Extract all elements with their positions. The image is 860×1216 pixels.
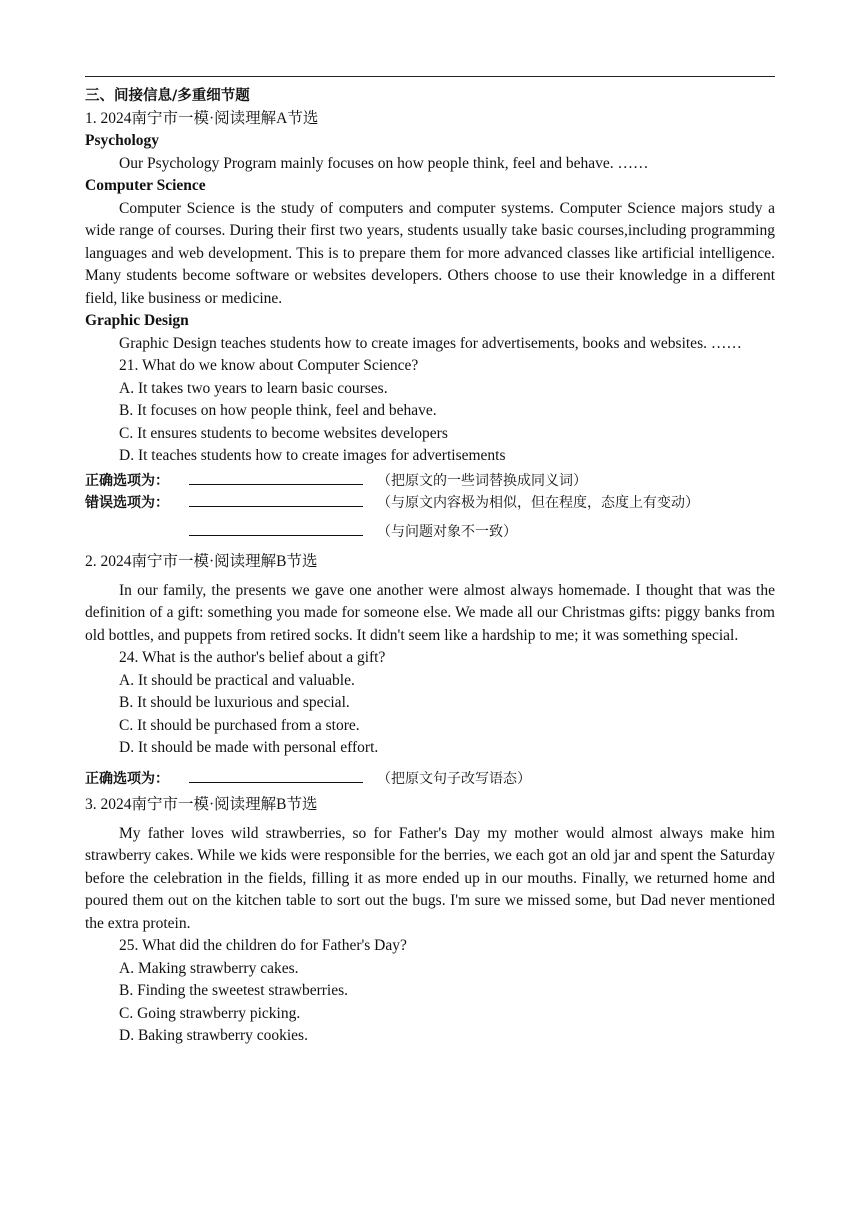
worksheet bbox=[85, 85, 775, 1048]
correct-note: （把原文句子改写语态） bbox=[377, 770, 531, 787]
option-24-a: A. It should be practical and valuable. bbox=[119, 671, 355, 689]
option-25-a: A. Making strawberry cakes. bbox=[119, 959, 299, 977]
q2-passage: In our family, the presents we gave one another were almost always homemade. I thought that was the definition of a gift: something you made for someone else. We made all our Christmas gifts: piggy banks from old bottles, and puppets from retired socks. It didn't seem like a hardship to me; it was something special. bbox=[85, 581, 775, 644]
correct-note: （把原文的一些词替换成同义词） bbox=[377, 472, 587, 489]
question-24: 24. What is the author's belief about a gift? bbox=[119, 649, 386, 666]
answer-blank[interactable] bbox=[189, 519, 363, 536]
option-25-b: B. Finding the sweetest strawberries. bbox=[119, 982, 349, 999]
question-3-title: 3. 2024南宁市一模·阅读理解B节选 bbox=[85, 796, 318, 813]
psychology-text: Our Psychology Program mainly focuses on how people think, feel and behave. …… bbox=[119, 154, 649, 172]
question-25: 25. What did the children do for Father's Day? bbox=[119, 937, 407, 954]
cs-heading: Computer Science bbox=[85, 177, 206, 194]
option-21-d: D. It teaches students how to create images for advertisements bbox=[119, 447, 506, 464]
option-25-c: C. Going strawberry picking. bbox=[119, 1004, 301, 1022]
cs-text: Computer Science is the study of computers and computer systems. Computer Science majors study a wide range of courses. During their first two years, students usually take basic courses,including programming languages and web development. This is to prepare them for more advanced classes like artificial intelligence. Many students become software or websites developers. Others choose to use their knowledge in a different field, like business or medicine. bbox=[85, 199, 775, 307]
option-24-b: B. It should be luxurious and special. bbox=[119, 694, 350, 711]
wrong-note-1: （与原文内容极为相似，但在程度，态度上有变动） bbox=[377, 495, 699, 511]
gd-heading: Graphic Design bbox=[85, 312, 189, 329]
wrong-answer-row-2 bbox=[85, 519, 775, 542]
option-24-c: C. It should be purchased from a store. bbox=[119, 716, 360, 734]
correct-answer-row-2 bbox=[85, 766, 775, 789]
q3-passage: My father loves wild strawberries, so for Father's Day my mother would almost always make him strawberry cakes. While we kids were responsible for the berries, we each got an old jar and spent the Saturday before the celebration in the fields, filling it as more ended up in our mouths. Finally, we returned home and poured them out on the kitchen table to sort out the bugs. I'm sure we missed some, but Dad never mentioned the extra protein. bbox=[85, 824, 775, 932]
section-title: 三、间接信息/多重细节题 bbox=[85, 88, 250, 104]
gd-text: Graphic Design teaches students how to create images for advertisements, books and websites. …… bbox=[119, 334, 742, 352]
answer-blank[interactable] bbox=[189, 766, 363, 783]
question-2-title: 2. 2024南宁市一模·阅读理解B节选 bbox=[85, 553, 318, 570]
option-24-d: D. It should be made with personal effort. bbox=[119, 739, 379, 756]
wrong-answer-row-1 bbox=[85, 490, 775, 513]
question-21: 21. What do we know about Computer Science? bbox=[119, 357, 419, 374]
wrong-label: 错误选项为： bbox=[85, 495, 169, 511]
option-25-d: D. Baking strawberry cookies. bbox=[119, 1027, 308, 1044]
answer-blank[interactable] bbox=[189, 490, 363, 507]
correct-label: 正确选项为： bbox=[85, 770, 169, 787]
answer-blank[interactable] bbox=[189, 468, 363, 485]
question-1-title: 1. 2024南宁市一模·阅读理解A节选 bbox=[85, 109, 319, 127]
option-21-a: A. It takes two years to learn basic courses. bbox=[119, 379, 388, 397]
correct-label: 正确选项为： bbox=[85, 472, 169, 489]
option-21-c: C. It ensures students to become websites developers bbox=[119, 424, 448, 442]
option-21-b: B. It focuses on how people think, feel and behave. bbox=[119, 402, 437, 419]
top-rule bbox=[85, 76, 775, 77]
correct-answer-row-1 bbox=[85, 468, 775, 491]
psychology-heading: Psychology bbox=[85, 132, 160, 149]
wrong-note-2: （与问题对象不一致） bbox=[377, 523, 517, 540]
